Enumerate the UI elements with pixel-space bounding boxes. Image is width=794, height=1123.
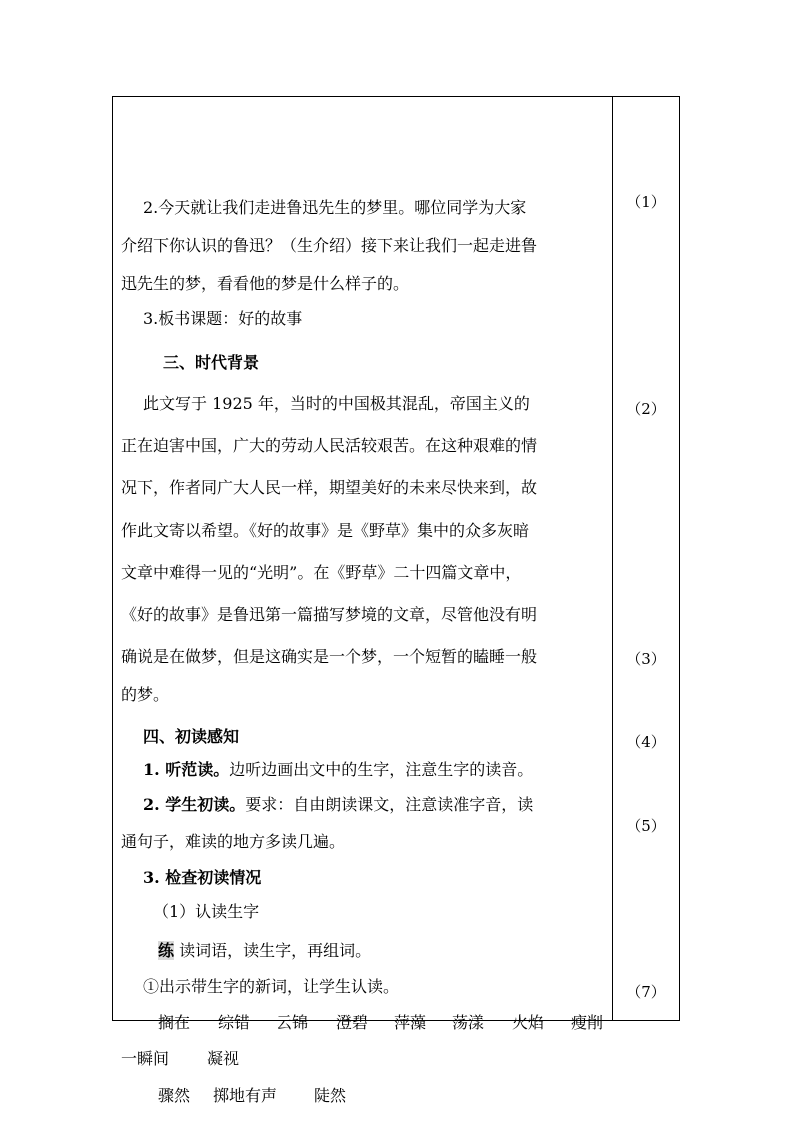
text-line: （1）认读生字 [153,902,260,921]
step-heading: 3. 检查初读情况 [143,868,262,887]
text-line: 通句子，难读的地方多读几遍。 [121,832,346,851]
notes-column [613,97,679,1020]
step-marker: （5） [626,817,666,835]
text-line: 此文写于 1925 年，当时的中国极其混乱，帝国主义的 [143,394,530,413]
step-text: 要求：自由朗读课文，注意读准字音，读 [245,795,534,814]
word-item: 凝视 [207,1049,240,1068]
word-item: 陡然 [314,1086,347,1105]
word-item: 火焰 [512,1013,545,1032]
word-row [158,1013,603,1033]
word-item: 瘦削 [571,1013,604,1032]
step-label: 2. 学生初读。 [143,795,246,814]
text-line: 确说是在做梦，但是这确实是一个梦，一个短暂的瞌睡一般 [121,647,538,666]
practice-text: 读词语，读生字，再组词。 [174,941,372,960]
step-marker: （4） [626,733,666,751]
step-marker: （3） [626,650,666,668]
text-line [143,795,533,815]
step-marker: （2） [626,400,666,418]
word-item: 一瞬间 [121,1049,170,1068]
content-column [113,97,612,1105]
step-marker: （1） [626,193,666,211]
text-line: 2.今天就让我们走进鲁迅先生的梦里。哪位同学为大家 [143,198,527,217]
word-item: 掷地有声 [213,1086,278,1105]
text-line [143,760,533,780]
text-line: 《好的故事》是鲁迅第一篇描写梦境的文章，尽管他没有明 [121,605,538,624]
practice-badge: 练 [158,941,175,960]
text-line: ①出示带生字的新词，让学生认读。 [143,977,400,996]
step-text: 边听边画出文中的生字，注意生字的读音。 [229,760,534,779]
text-line: 正在迫害中国，广大的劳动人民活较艰苦。在这种艰难的情 [121,436,538,455]
text-line: 文章中难得一见的“光明”。在《野草》二十四篇文章中， [121,563,522,582]
word-item: 骤然 [158,1086,191,1105]
text-line: 况下，作者同广大人民一样，期望美好的未来尽快来到，故 [121,478,538,497]
lesson-table [112,96,680,1105]
text-line: 迅先生的梦，看看他的梦是什么样子的。 [121,274,410,293]
word-item: 搁在 [158,1013,191,1032]
word-row [121,1049,239,1069]
text-line: 作此文寄以希望。《好的故事》是《野草》集中的众多灰暗 [121,521,530,540]
word-item: 荡漾 [452,1013,485,1032]
section-heading-reading: 四、初读感知 [143,727,240,746]
word-item: 澄碧 [336,1013,369,1032]
text-line [158,941,371,961]
word-item: 云锦 [276,1013,309,1032]
text-line: 3.板书课题：好的故事 [143,309,303,328]
word-item: 萍藻 [394,1013,427,1032]
step-marker: （7） [626,983,666,1001]
section-heading-background: 三、时代背景 [163,353,260,372]
word-item: 综错 [218,1013,251,1032]
step-label: 1. 听范读。 [143,760,230,779]
word-row [158,1086,346,1106]
text-line: 的梦。 [121,685,170,704]
text-line: 介绍下你认识的鲁迅？（生介绍）接下来让我们一起走进鲁 [121,236,538,255]
